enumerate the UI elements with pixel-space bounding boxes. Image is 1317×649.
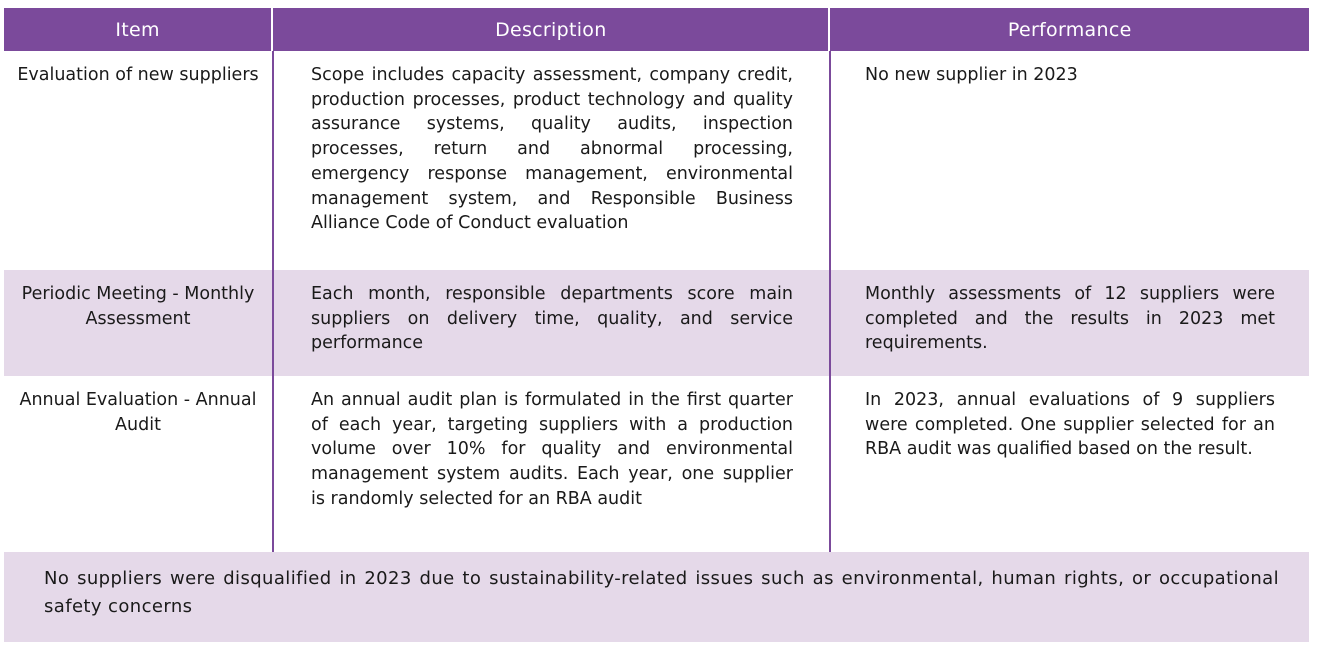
row-item-text: Periodic Meeting - Monthly Assessment: [21, 284, 255, 329]
row-description-text: An annual audit plan is formulated in the first quarter of each year, targeting suppliers with a production volume over 10% for quality and environmental management system audits. Each year, one supplier is randomly selected for an RBA audit: [311, 390, 793, 509]
row-item: [4, 376, 272, 552]
footer-note-text: No suppliers were disqualified in 2023 due to sustainability-related issues such as environmental, human rights, or occupational safety concerns: [44, 568, 1279, 617]
row-performance: [829, 51, 1309, 270]
row-description: [272, 270, 829, 376]
row-description: [272, 376, 829, 552]
row-item-text: Evaluation of new suppliers: [17, 65, 259, 85]
row-description-text: Scope includes capacity assessment, company credit, production processes, product technology and quality assurance systems, quality audits, inspection processes, return and abnormal processing, emergency response management, environmental management system, and Responsible Business Alliance Code of Conduct evaluation: [311, 65, 793, 234]
row-performance: [829, 376, 1309, 552]
row-performance: [829, 270, 1309, 376]
table-row: [4, 51, 1309, 270]
row-performance-text: In 2023, annual evaluations of 9 suppliers were completed. One supplier selected for an RBA audit was qualified based on the result.: [865, 390, 1275, 460]
table-row: [4, 270, 1309, 376]
supplier-evaluation-table: [4, 8, 1309, 552]
row-description-text: Each month, responsible departments score main suppliers on delivery time, quality, and service performance: [311, 284, 793, 354]
row-item: [4, 51, 272, 270]
footer-note: [4, 552, 1309, 642]
table-row: [4, 376, 1309, 552]
row-item: [4, 270, 272, 376]
row-description: [272, 51, 829, 270]
row-item-text: Annual Evaluation - Annual Audit: [19, 390, 257, 435]
header-performance: Performance: [828, 8, 1309, 51]
row-performance-text: No new supplier in 2023: [865, 65, 1078, 85]
row-performance-text: Monthly assessments of 12 suppliers were completed and the results in 2023 met requirements.: [865, 284, 1275, 354]
header-description: Description: [271, 8, 828, 51]
header-item: Item: [115, 18, 160, 41]
table-header: [4, 8, 1309, 51]
